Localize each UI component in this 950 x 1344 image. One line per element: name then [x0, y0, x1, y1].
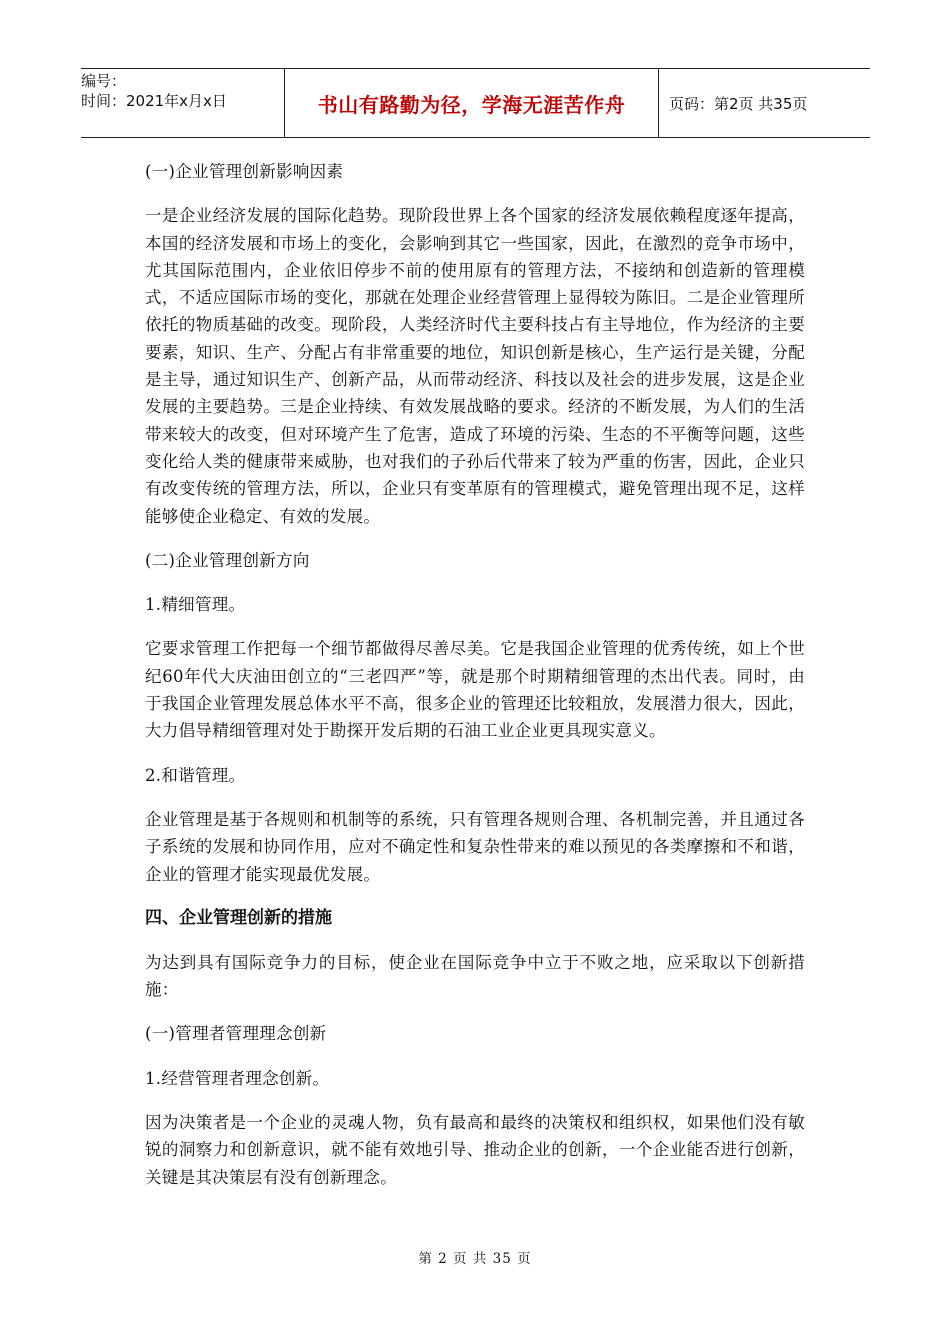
document-number-label: 编号： — [81, 72, 127, 90]
section-title: (一)管理者管理理念创新 — [145, 1024, 327, 1044]
document-body — [145, 158, 805, 1208]
paragraph: 因为决策者是一个企业的灵魂人物，负有最高和最终的决策权和组织权，如果他们没有敏锐的洞察力和创新意识，就不能有效地引导、推动企业的创新，一个企业能否进行创新，关键是其决策层有没有创新理念。 — [145, 1113, 805, 1187]
paragraph: 一是企业经济发展的国际化趋势。现阶段世界上各个国家的经济发展依赖程度逐年提高，本国的经济发展和市场上的变化，会影响到其它一些国家，因此，在激烈的竞争市场中，尤其国际范围内，企业依旧停步不前的使用原有的管理方法，不接纳和创造新的管理模式，不适应国际市场的变化，那就在处理企业经营管理上显得较为陈旧。二是企业管理所依托的物质基础的改变。现阶段，人类经济时代主要科技占有主导地位，作为经济的主要要素，知识、生产、分配占有非常重要的地位，知识创新是核心，生产运行是关键，分配是主导，通过知识生产、创新产品，从而带动经济、科技以及社会的进步发展，这是企业发展的主要趋势。三是企业持续、有效发展战略的要求。经济的不断发展，为人们的生活带来较大的改变，但对环境产生了危害，造成了环境的污染、生态的不平衡等问题，这些变化给人类的健康带来威胁，也对我们的子孙后代带来了较为严重的伤害，因此，企业只有改变传统的管理方法，所以，企业只有变革原有的管理模式，避免管理出现不足，这样能够使企业稳定、有效的发展。 — [145, 206, 805, 526]
subsection-title: 1.经营管理者理念创新。 — [145, 1068, 330, 1088]
header-motto: 书山有路勤为径，学海无涯苦作舟 — [317, 92, 626, 117]
paragraph: 企业管理是基于各规则和机制等的系统，只有管理各规则合理、各机制完善，并且通过各子系统的发展和协同作用，应对不确定性和复杂性带来的难以预见的各类摩擦和不和谐，企业的管理才能实现最优发展。 — [145, 809, 805, 884]
header-page-code: 页码：第2页 共35页 — [669, 94, 808, 113]
subsection-title: 1.精细管理。 — [145, 595, 246, 615]
header-meta — [81, 69, 284, 137]
section-title: (一)企业管理创新影响因素 — [145, 162, 344, 181]
page-footer: 第 2 页 共 35 页 — [418, 1251, 532, 1267]
chapter-heading: 四、企业管理创新的措施 — [145, 907, 332, 928]
paragraph: 它要求管理工作把每一个细节都做得尽善尽美。它是我国企业管理的优秀传统，如上个世纪60年代大庆油田创立的“三老四严”等，就是那个时期精细管理的杰出代表。同时，由于我国企业管理发展总体水平不高，很多企业的管理还比较粗放，发展潜力很大，因此，大力倡导精细管理对处于勘探开发后期的石油工业企业更具现实意义。 — [145, 639, 805, 741]
document-time-label: 时间：2021年x月x日 — [81, 92, 227, 110]
subsection-title: 2.和谐管理。 — [145, 765, 246, 785]
header-table — [81, 68, 870, 138]
header-motto-cell — [284, 69, 659, 137]
section-title: (二)企业管理创新方向 — [145, 550, 310, 570]
paragraph: 为达到具有国际竞争力的目标，使企业在国际竞争中立于不败之地，应采取以下创新措施： — [145, 952, 805, 1000]
